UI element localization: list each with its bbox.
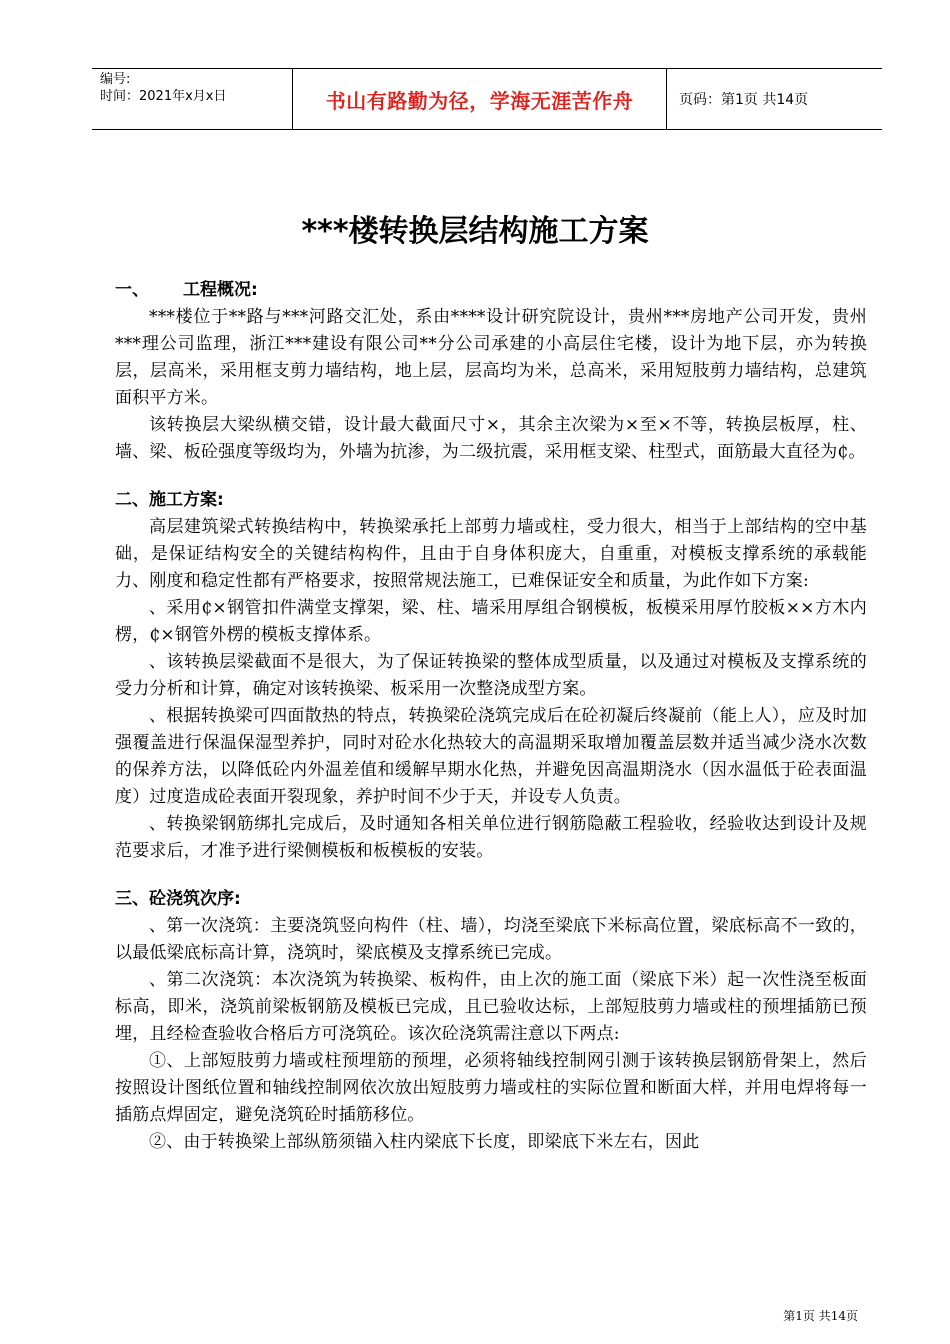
document-number: 编号: [100,72,131,87]
section-heading [115,885,867,913]
section-pour-sequence [115,885,867,1156]
paragraph: ②、由于转换梁上部纵筋须锚入柱内梁底下长度，即梁底下米左右，因此 [149,1132,700,1152]
paragraph: 、第一次浇筑：主要浇筑竖向构件（柱、墙），均浇至梁底下米标高位置，梁底标高不一致的，以最低梁底标高计算，浇筑时，梁底模及支撑系统已完成。 [115,916,867,963]
header-motto: 书山有路勤为径，学海无涯苦作舟 [325,88,634,113]
header-page-number: 页码：第1页 共14页 [679,92,809,108]
section-number: 二、 [115,490,149,510]
document-body [115,276,867,1156]
section-title: 工程概况: [183,280,258,300]
paragraph: ***楼位于**路与***河路交汇处，系由****设计研究院设计，贵州***房地产公司开发，贵州***理公司监理，浙江***建设有限公司**分公司承建的小高层住宅楼，设计为地下层，亦为转换层，层高米，采用框支剪力墙结构，地上层，层高均为米，总高米，采用短肢剪力墙结构，总建筑面积平方米。 [115,307,867,408]
page-header [92,68,882,130]
document-time: 时间：2021年x月x日 [100,89,227,104]
section-heading [115,486,867,514]
section-title: 施工方案: [149,490,224,510]
page-footer: 第1页 共14页 [783,1309,858,1323]
paragraph: 高层建筑梁式转换结构中，转换梁承托上部剪力墙或柱，受力很大，相当于上部结构的空中基础，是保证结构安全的关键结构构件，且由于自身体积庞大，自重重，对模板支撑系统的承载能力、刚度和稳定性都有严格要求，按照常规法施工，已难保证安全和质量，为此作如下方案: [115,517,867,591]
paragraph: 、第二次浇筑：本次浇筑为转换梁、板构件，由上次的施工面（梁底下米）起一次性浇至板面标高，即米，浇筑前梁板钢筋及模板已完成，且已验收达标，上部短肢剪力墙或柱的预埋插筋已预埋，且经检查验收合格后方可浇筑砼。该次砼浇筑需注意以下两点: [115,970,867,1044]
section-overview [115,276,867,466]
paragraph: 、转换梁钢筋绑扎完成后，及时通知各相关单位进行钢筋隐蔽工程验收，经验收达到设计及规范要求后，才准予进行梁侧模板和板模板的安装。 [115,814,867,861]
section-heading [115,276,867,304]
paragraph: ①、上部短肢剪力墙或柱预埋筋的预埋，必须将轴线控制网引测于该转换层钢筋骨架上，然后按照设计图纸位置和轴线控制网依次放出短肢剪力墙或柱的实际位置和断面大样，并用电焊将每一插筋点焊固定，避免浇筑砼时插筋移位。 [115,1051,867,1125]
document-title: ***楼转换层结构施工方案 [301,214,649,249]
header-page-cell [667,69,882,129]
paragraph: 该转换层大梁纵横交错，设计最大截面尺寸×，其余主次梁为×至×不等，转换层板厚，柱、墙、梁、板砼强度等级均为，外墙为抗渗，为二级抗震，采用框支梁、柱型式，面筋最大直径为₵。 [115,415,867,462]
paragraph: 、根据转换梁可四面散热的特点，转换梁砼浇筑完成后在砼初凝后终凝前（能上人），应及时加强覆盖进行保温保湿型养护，同时对砼水化热较大的高温期采取增加覆盖层数并适当减少浇水次数的保养方法，以降低砼内外温差值和缓解早期水化热，并避免因高温期浇水（因水温低于砼表面温度）过度造成砼表面开裂现象，养护时间不少于天，并设专人负责。 [115,706,867,807]
section-number: 三、 [115,889,149,909]
paragraph: 、采用₵×钢管扣件满堂支撑架，梁、柱、墙采用厚组合钢模板，板模采用厚竹胶板××方木内楞，₵×钢管外楞的模板支撑体系。 [115,598,867,645]
header-meta-cell [92,69,293,129]
header-motto-cell [293,69,667,129]
section-plan [115,486,867,865]
section-title: 砼浇筑次序: [149,889,241,909]
section-number: 一、 [115,280,149,300]
paragraph: 、该转换层梁截面不是很大，为了保证转换梁的整体成型质量，以及通过对模板及支撑系统的受力分析和计算，确定对该转换梁、板采用一次整浇成型方案。 [115,652,867,699]
